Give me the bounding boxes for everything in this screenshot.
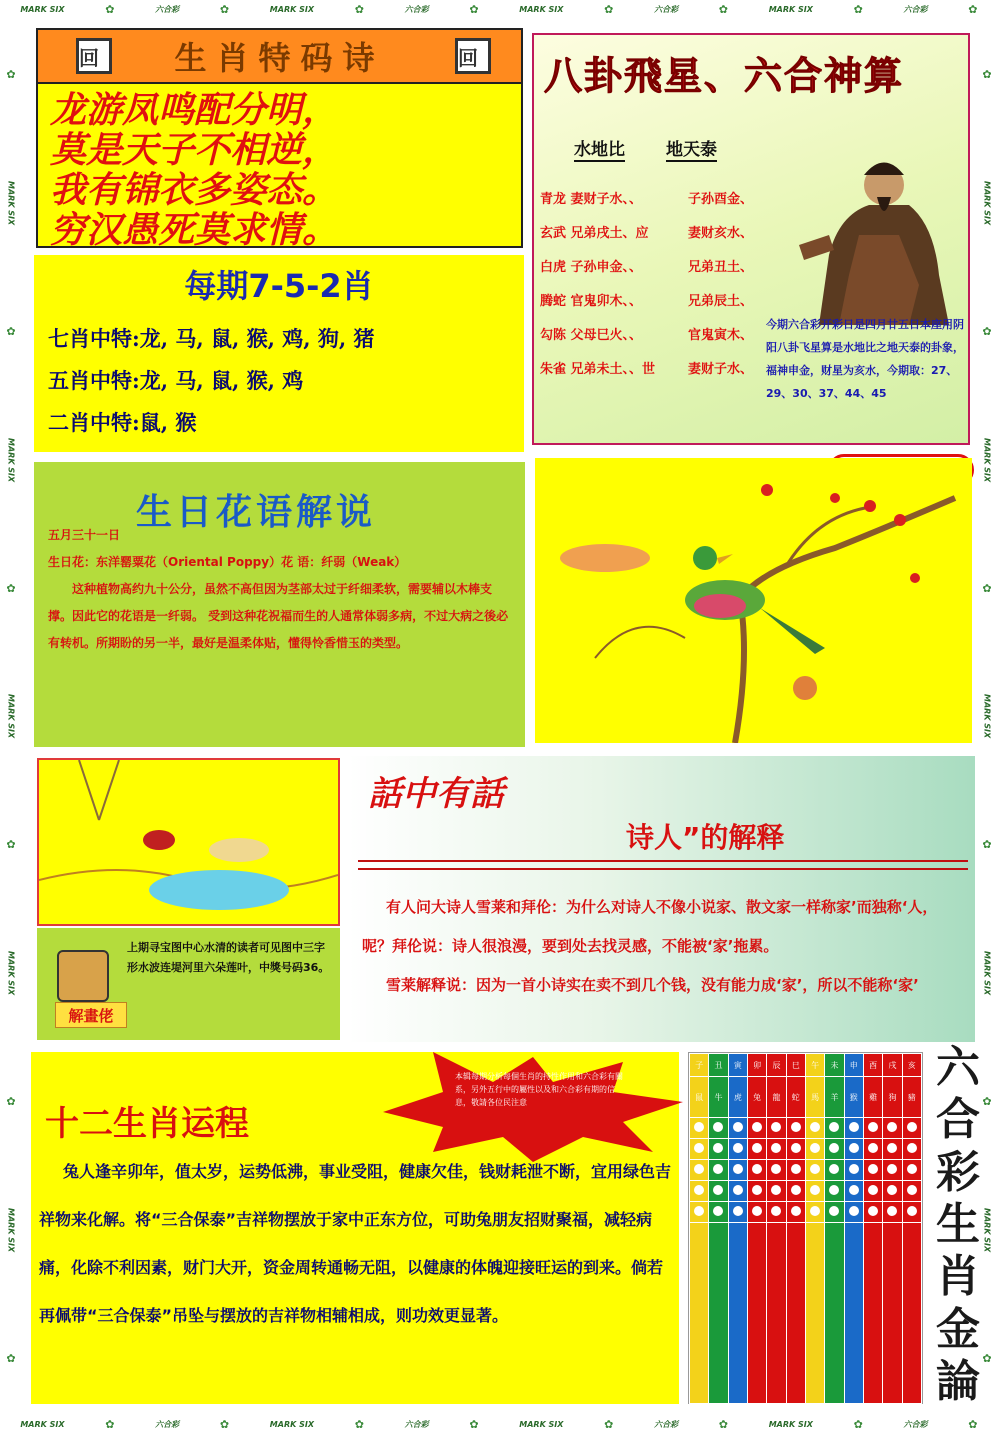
chart-animal-cell: 羊: [825, 1077, 844, 1118]
chart-animal-cell: 馬: [805, 1077, 824, 1118]
vertical-title-char: 金: [936, 1303, 980, 1355]
poem-lines: [50, 90, 513, 250]
zodiac-picks-panel: [34, 255, 524, 452]
zodiac-poem-panel: [36, 28, 523, 251]
chart-number-cell: [786, 1160, 805, 1181]
flower-title: 生日花语解说: [136, 491, 377, 533]
gua-row: 官鬼寅木、: [688, 328, 754, 343]
vertical-title-char: 彩: [936, 1146, 980, 1198]
gua-row: 青龙 妻财子水、、: [540, 192, 643, 207]
chart-relation-cell: [690, 1223, 709, 1404]
chart-number-cell: [690, 1118, 709, 1139]
chart-number-cell: [863, 1118, 882, 1139]
gua-row: 玄武 兄弟戌土、应: [540, 226, 649, 241]
chart-number-cell: [767, 1139, 786, 1160]
chart-relation-cell: [863, 1223, 882, 1404]
chart-relation-cell: [825, 1223, 844, 1404]
chart-relation-cell: [786, 1223, 805, 1404]
frame-icon: 回: [455, 38, 491, 74]
chart-number-cell: [786, 1118, 805, 1139]
chart-animal-cell: 兔: [747, 1077, 766, 1118]
gua-row: 子孙酉金、: [688, 192, 754, 207]
chart-number-cell: [883, 1181, 902, 1202]
vertical-title-char: 生: [936, 1198, 980, 1250]
poem-line: 穷汉愚死莫求情。: [50, 209, 339, 251]
chart-number-cell: [825, 1181, 844, 1202]
chart-number-cell: [805, 1160, 824, 1181]
gua-row: 朱雀 兄弟未土、、世: [540, 362, 656, 377]
chart-number-cell: [844, 1139, 863, 1160]
chart-number-cell: [844, 1202, 863, 1223]
gua-row: 妻财子水、: [688, 362, 754, 377]
chart-animal-cell: 鼠: [690, 1077, 709, 1118]
chart-number-cell: [786, 1181, 805, 1202]
gua-row: 妻财亥水、: [688, 226, 754, 241]
chart-relation-cell: [747, 1223, 766, 1404]
chart-number-cell: [805, 1118, 824, 1139]
chart-number-cell: [825, 1139, 844, 1160]
zodiac-fortune-panel: [31, 1052, 679, 1404]
talk-title: 诗人”的解释: [626, 821, 785, 854]
vertical-title: [928, 1042, 988, 1407]
talk-text: [362, 888, 961, 1005]
gua-row: 兄弟辰土、: [688, 294, 754, 309]
chart-branch-cell: 未: [825, 1054, 844, 1077]
chart-number-cell: [902, 1202, 921, 1223]
gua-row: 勾陈 父母巳火、、: [540, 328, 643, 343]
chart-number-cell: [747, 1181, 766, 1202]
chart-animal-cell: 猴: [844, 1077, 863, 1118]
chart-number-cell: [786, 1202, 805, 1223]
chart-number-cell: [863, 1202, 882, 1223]
chart-branch-cell: 酉: [863, 1054, 882, 1077]
chart-animal-cell: 狗: [883, 1077, 902, 1118]
chart-animal-cell: 雞: [863, 1077, 882, 1118]
gua-row: 兄弟丑土、: [688, 260, 754, 275]
riddle-answer-panel: [37, 928, 340, 1040]
chart-number-cell: [709, 1139, 728, 1160]
chart-number-cell: [767, 1181, 786, 1202]
chart-relation-cell: [728, 1223, 747, 1404]
chart-branch-cell: 丑: [709, 1054, 728, 1077]
poem-title: 生肖特码诗: [174, 39, 385, 77]
chart-number-cell: [883, 1118, 902, 1139]
chart-number-cell: [767, 1202, 786, 1223]
chart-branch-cell: 子: [690, 1054, 709, 1077]
title-divider: [358, 860, 968, 870]
chart-number-cell: [767, 1118, 786, 1139]
riddle-text: 上期寻宝图中心水清的读者可见图中三字形水波连堤河里六朵莲叶，中獎号码36。: [127, 941, 330, 974]
talk-paragraph: 有人问大诗人雪莱和拜伦：为什么对诗人不像小说家、散文家一样称家’而独称‘人，呢？拜伦说：诗人很浪漫，要到处去找灵感，不能被‘家’拖累。: [362, 898, 938, 955]
chart-animal-cell: 蛇: [786, 1077, 805, 1118]
bagua-panel: [532, 33, 970, 445]
vertical-title-char: 肖: [936, 1251, 980, 1303]
zodiac-title: 每期7-5-2肖: [184, 267, 374, 305]
chart-number-cell: [902, 1118, 921, 1139]
bird-illustration-panel: [535, 458, 972, 743]
chart-number-cell: [728, 1160, 747, 1181]
bagua-note: 今期六合彩开彩日是四月廿五日本座用阴阳八卦飞星算是水地比之地天泰的卦象，福神申金，财星为亥水，今期取：27、29、30、37、44、45: [766, 318, 964, 400]
poem-line: 我有锦衣多姿态。: [50, 169, 339, 211]
chart-animal-cell: 龍: [767, 1077, 786, 1118]
gua-name-2: 地天泰: [666, 135, 717, 162]
chart-branch-cell: 亥: [902, 1054, 921, 1077]
talk-heading: 話中有話: [368, 774, 504, 814]
chart-number-cell: [844, 1160, 863, 1181]
chart-relation-cell: [902, 1223, 921, 1404]
chart-number-cell: [709, 1202, 728, 1223]
chart-number-cell: [709, 1181, 728, 1202]
chart-number-cell: [805, 1181, 824, 1202]
chart-branch-cell: 寅: [728, 1054, 747, 1077]
riddle-picture: [37, 758, 340, 926]
chart-number-cell: [728, 1118, 747, 1139]
starburst-text: 本辑每期分析每個生肖的持性作用和六合彩有關系，另外五行中的屬性以及和六合彩有期的信息，敬請各位民注意: [455, 1072, 623, 1107]
gua-row: 白虎 子孙申金、、: [540, 260, 643, 275]
chart-number-cell: [728, 1139, 747, 1160]
chart-branch-cell: 辰: [767, 1054, 786, 1077]
five-zodiac-line: 五肖中特:龙, 马, 鼠, 猴, 鸡: [48, 368, 304, 393]
chart-number-cell: [863, 1160, 882, 1181]
talk-paragraph: 雪莱解释说：因为一首小诗实在卖不到几个钱，没有能力成‘家’，所以不能称‘家’: [386, 976, 919, 994]
chart-number-cell: [883, 1202, 902, 1223]
seven-zodiac-line: 七肖中特:龙, 马, 鼠, 猴, 鸡, 狗, 猪: [48, 326, 375, 351]
chart-number-cell: [902, 1181, 921, 1202]
poem-line: 龙游凤鸣配分明，: [50, 89, 339, 131]
zodiac-number-chart: [688, 1052, 923, 1404]
chart-number-cell: [747, 1202, 766, 1223]
birthday-flower-panel: [34, 462, 525, 747]
chart-branch-cell: 戌: [883, 1054, 902, 1077]
chart-number-cell: [709, 1118, 728, 1139]
flower-name: 生日花：东洋罂粟花（Oriental Poppy）花 语：纤弱（Weak）: [48, 555, 407, 569]
chart-number-cell: [844, 1118, 863, 1139]
riddle-illustration: [39, 760, 338, 924]
chart-animal-cell: 豬: [902, 1077, 921, 1118]
chart-number-cell: [767, 1160, 786, 1181]
chart-branch-cell: 卯: [747, 1054, 766, 1077]
riddle-label: 解畫佬: [55, 1002, 127, 1028]
gua-left-column: [540, 183, 655, 387]
chart-number-cell: [825, 1118, 844, 1139]
vertical-title-char: 六: [936, 1042, 980, 1093]
poem-line: 莫是天子不相逆，: [50, 129, 339, 171]
pencil-note-icon: [57, 950, 109, 1002]
chart-number-cell: [805, 1139, 824, 1160]
sage-illustration: [759, 135, 959, 335]
top-border-strip: MARK SIX ✿ 六合彩 ✿ MARK SIX ✿ 六合彩 ✿ MARK SIX ✿ 六合彩 ✿ MARK SIX ✿ 六合彩 ✿: [0, 0, 998, 18]
two-zodiac-line: 二肖中特:鼠, 猴: [48, 410, 197, 435]
chart-number-cell: [883, 1160, 902, 1181]
chart-relation-cell: [767, 1223, 786, 1404]
gua-row: 腾蛇 官鬼卯木、、: [540, 294, 643, 309]
words-within-words-panel: [348, 756, 975, 1042]
chart-number-cell: [786, 1139, 805, 1160]
chart-number-cell: [825, 1202, 844, 1223]
chart-branch-cell: 申: [844, 1054, 863, 1077]
right-border-strip: ✿ MARK SIX ✿ MARK SIX ✿ MARK SIX ✿ MARK SIX ✿ MARK SIX ✿: [976, 18, 998, 1415]
bird-on-branch-illustration: [535, 458, 972, 743]
chart-number-cell: [902, 1139, 921, 1160]
chart-number-cell: [747, 1160, 766, 1181]
chart-number-cell: [825, 1160, 844, 1181]
chart-relation-cell: [883, 1223, 902, 1404]
flower-body: 这种植物高约九十公分，虽然不高但因为茎部太过于纤细柔软，需要辅以木棒支撑。因此它的花语是一纤弱。 受到这种花祝福而生的人通常体弱多病，不过大病之後必有转机。所期盼的另一半，最好是温柔体贴，懂得怜香惜玉的类型。: [48, 582, 509, 650]
chart-relation-cell: [805, 1223, 824, 1404]
chart-branch-cell: 巳: [786, 1054, 805, 1077]
chart-number-cell: [747, 1139, 766, 1160]
frame-icon: 回: [76, 38, 112, 74]
chart-number-cell: [863, 1181, 882, 1202]
chart-number-cell: [863, 1139, 882, 1160]
vertical-title-char: 論: [936, 1355, 980, 1407]
zodiac-chart-table: [689, 1053, 922, 1404]
chart-number-cell: [805, 1202, 824, 1223]
chart-number-cell: [883, 1139, 902, 1160]
bottom-border-strip: MARK SIX ✿ 六合彩 ✿ MARK SIX ✿ 六合彩 ✿ MARK SIX ✿ 六合彩 ✿ MARK SIX ✿ 六合彩 ✿: [0, 1415, 998, 1433]
flower-date: 五月三十一日: [48, 528, 121, 542]
chart-animal-cell: 牛: [709, 1077, 728, 1118]
left-border-strip: ✿ MARK SIX ✿ MARK SIX ✿ MARK SIX ✿ MARK SIX ✿ MARK SIX ✿: [0, 18, 22, 1415]
chart-number-cell: [728, 1202, 747, 1223]
gua-right-column: [688, 183, 753, 387]
flower-text: [48, 522, 513, 657]
chart-number-cell: [690, 1202, 709, 1223]
chart-relation-cell: [709, 1223, 728, 1404]
vertical-title-char: 合: [936, 1094, 980, 1146]
chart-animal-cell: 虎: [728, 1077, 747, 1118]
chart-number-cell: [690, 1139, 709, 1160]
chart-number-cell: [709, 1160, 728, 1181]
chart-number-cell: [690, 1181, 709, 1202]
bagua-title: 八卦飛星、六合神算: [544, 54, 905, 98]
fortune-text: 兔人逢辛卯年，值太岁，运势低沸，事业受阻，健康欠佳，钱财耗泄不断，宜用绿色吉祥物来化解。将“三合保泰”吉祥物摆放于家中正东方位，可助兔朋友招财聚福，减轻病痛，化除不利因素，财门大开，资金周转通畅无阻，以健康的体魄迎接旺运的到来。倘若再佩带“三合保泰”吊坠与摆放的吉祥物相辅相成，则功效更显著。: [39, 1162, 672, 1325]
fortune-title: 十二生肖运程: [45, 1104, 249, 1144]
chart-number-cell: [844, 1181, 863, 1202]
chart-branch-cell: 午: [805, 1054, 824, 1077]
chart-number-cell: [728, 1181, 747, 1202]
gua-name-1: 水地比: [574, 135, 625, 162]
chart-number-cell: [690, 1160, 709, 1181]
poem-header: [38, 30, 521, 84]
chart-relation-cell: [844, 1223, 863, 1404]
chart-number-cell: [902, 1160, 921, 1181]
chart-number-cell: [747, 1118, 766, 1139]
